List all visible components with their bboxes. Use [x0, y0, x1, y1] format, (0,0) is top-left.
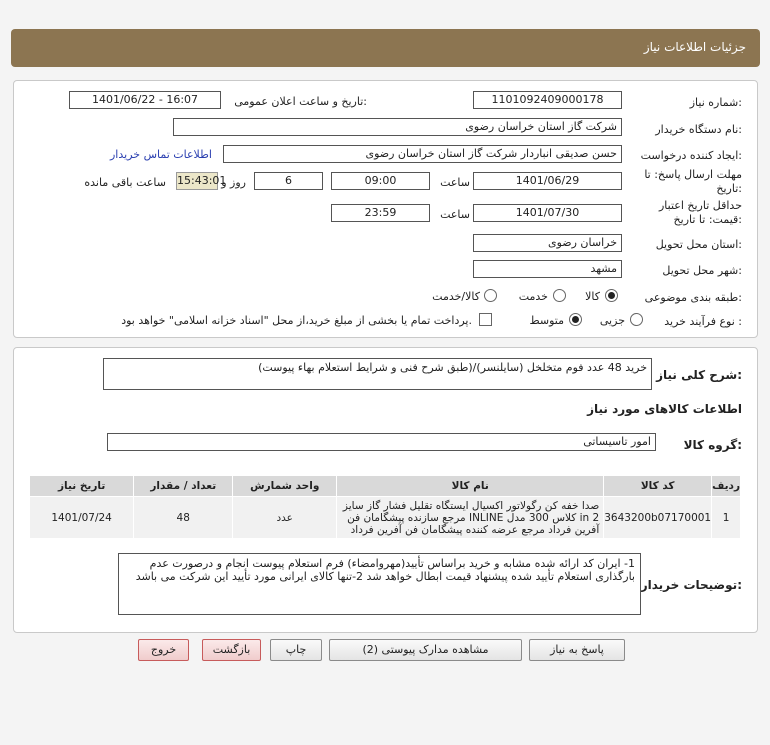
reply-time-field: 09:00 [331, 172, 430, 190]
validity-label-line1: حداقل تاریخ اعتبار [658, 199, 742, 212]
category-radio-both[interactable] [484, 289, 497, 302]
col-unit: واحد شمارش [233, 476, 337, 497]
attachments-button[interactable]: مشاهده مدارک پیوستی (2) [329, 639, 522, 661]
category-label: طبقه بندی موضوعی: [644, 291, 742, 304]
need-number-field: 1101092409000178 [473, 91, 622, 109]
city-field: مشهد [473, 260, 622, 278]
summary-label: شرح کلی نیاز: [656, 368, 742, 382]
group-label: گروه کالا: [683, 438, 742, 452]
process-option-minor: جزیی [599, 314, 625, 327]
col-row: ردیف [712, 476, 741, 497]
process-radio-minor[interactable] [630, 313, 643, 326]
col-code: کد کالا [604, 476, 712, 497]
process-option-medium: متوسط [529, 314, 564, 327]
items-table [29, 475, 741, 539]
category-option-service: خدمت [518, 290, 548, 303]
cell-code: 3643200b07170001 [604, 497, 712, 539]
reply-button[interactable]: پاسخ به نیاز [529, 639, 625, 661]
cell-name: صدا خفه کن رگولاتور اکسیال ایستگاه تقلیل فشار گاز سایز 2 in کلاس 300 مدل INLINE مرجع سازنده پیشگامان فن آفرین فرداد مرجع عرضه کننده پیشگامان فن آفرین فرداد [337, 497, 604, 539]
remaining-time-field: 15:43:01 [176, 172, 218, 190]
category-radio-service[interactable] [553, 289, 566, 302]
remaining-label: ساعت باقی مانده [84, 176, 166, 189]
print-button[interactable]: چاپ [270, 639, 322, 661]
reply-deadline-label-line2: تاریخ: [716, 182, 742, 195]
cell-row: 1 [712, 497, 741, 539]
creator-field: حسن صدیقی انباردار شرکت گاز استان خراسان رضوی [223, 145, 622, 163]
city-label: شهر محل تحویل: [662, 264, 742, 277]
category-radio-goods[interactable] [605, 289, 618, 302]
exit-button[interactable]: خروج [138, 639, 189, 661]
notes-field: 1- ایران کد ارائه شده مشابه و خرید براساس تأیید(مهروامضاء) فرم استعلام پیوست انجام و درصورت عدم بارگذاری استعلام تأیید شده پیشنهاد قیمت ابطال خواهد شد 2-تنها کالای ایرانی مورد تأیید این شرکت می باشد [118, 553, 641, 615]
reply-deadline-label [644, 168, 742, 196]
process-label: نوع فرآیند خرید : [664, 315, 742, 328]
page-header [11, 29, 760, 67]
validity-label-line2: قیمت: تا تاریخ: [673, 213, 742, 226]
table-header-row [30, 476, 741, 497]
payment-checkbox[interactable] [479, 313, 492, 326]
goods-info-title: اطلاعات کالاهای مورد نیاز [587, 402, 742, 416]
buyer-org-field: شرکت گاز استان خراسان رضوی [173, 118, 622, 136]
province-field: خراسان رضوی [473, 234, 622, 252]
validity-label [659, 199, 742, 227]
notes-label: توضیحات خریدار: [640, 578, 742, 592]
page-title: جزئیات اطلاعات نیاز [643, 40, 746, 54]
category-option-goods: کالا [585, 290, 600, 303]
col-date: تاریخ نیاز [30, 476, 134, 497]
payment-note: پرداخت تمام یا بخشی از مبلغ خرید،از محل "اسناد خزانه اسلامی" خواهد بود. [121, 314, 472, 327]
validity-date-field: 1401/07/30 [473, 204, 622, 222]
creator-label: ایجاد کننده درخواست: [640, 149, 742, 162]
buyer-org-label: نام دستگاه خریدار: [655, 123, 742, 136]
contact-buyer-link[interactable]: اطلاعات تماس خریدار [110, 148, 212, 161]
cell-qty: 48 [134, 497, 233, 539]
validity-time-label: ساعت [440, 208, 470, 221]
reply-time-label: ساعت [440, 176, 470, 189]
back-button[interactable]: بازگشت [202, 639, 261, 661]
reply-date-field: 1401/06/29 [473, 172, 622, 190]
cell-date: 1401/07/24 [30, 497, 134, 539]
validity-time-field: 23:59 [331, 204, 430, 222]
announce-field: 1401/06/22 - 16:07 [69, 91, 221, 109]
cell-unit: عدد [233, 497, 337, 539]
days-label: روز و [221, 176, 246, 189]
category-option-both: کالا/خدمت [432, 290, 480, 303]
need-number-label: شماره نیاز: [689, 96, 742, 109]
announce-label: تاریخ و ساعت اعلان عمومی: [234, 95, 367, 108]
table-row [30, 497, 741, 539]
col-name: نام کالا [337, 476, 604, 497]
col-qty: تعداد / مقدار [134, 476, 233, 497]
days-field: 6 [254, 172, 323, 190]
province-label: استان محل تحویل: [655, 238, 742, 251]
reply-deadline-label-line1: مهلت ارسال پاسخ: تا [644, 168, 742, 181]
process-radio-medium[interactable] [569, 313, 582, 326]
group-field: امور تاسیساتی [107, 433, 656, 451]
summary-field: خرید 48 عدد فوم متخلخل (سایلنسر)/(طبق شرح فنی و شرایط استعلام بهاء پیوست) [103, 358, 652, 390]
